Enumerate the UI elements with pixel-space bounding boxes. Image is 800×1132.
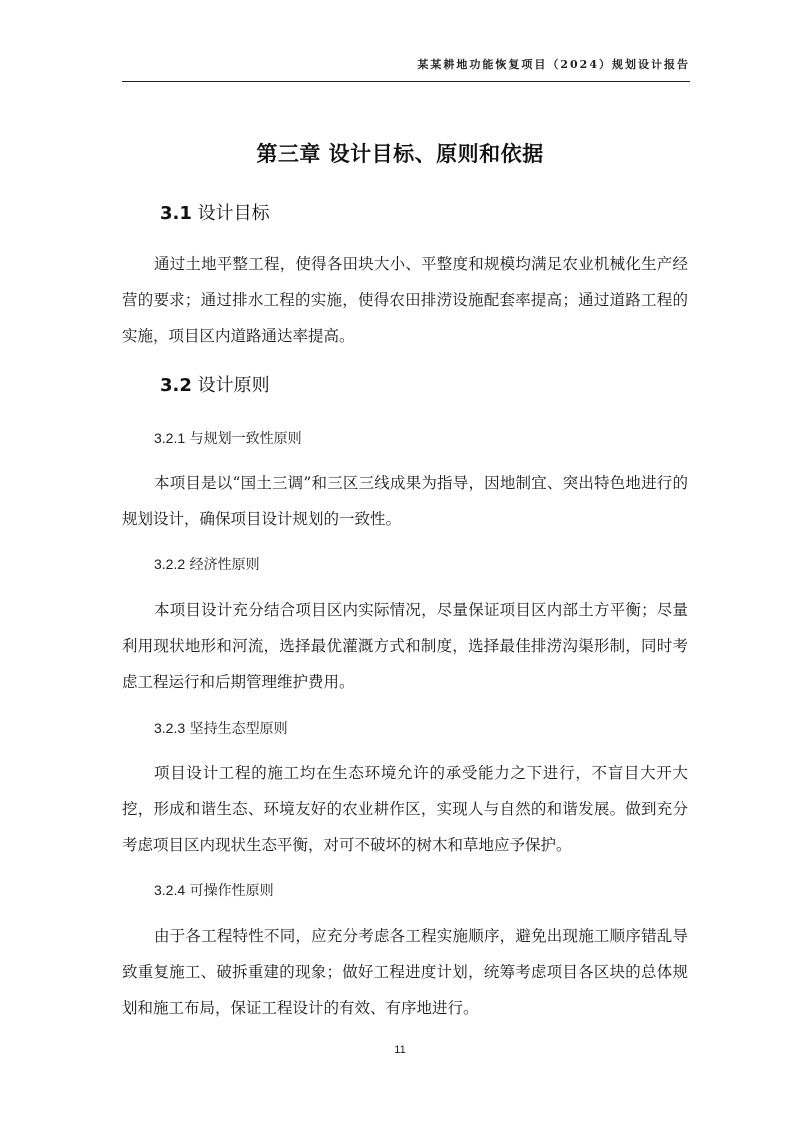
running-header: 某某耕地功能恢复项目（2024）规划设计报告 [417, 58, 690, 71]
paragraph-3-1: 通过土地平整工程，使得各田块大小、平整度和规模均满足农业机械化生产经营的要求；通过排水工程的实施，使得农田排涝设施配套率提高；通过道路工程的实施，项目区内道路通达率提高。 [122, 255, 688, 345]
subsection-heading-3-2-4 [154, 880, 274, 900]
header-divider [122, 81, 690, 82]
subsection-title: 经济性原则 [189, 557, 260, 573]
subsection-heading-3-2-3 [154, 718, 288, 738]
subsection-number: 3.2.1 [154, 430, 186, 446]
section-number: 3.1 [160, 203, 192, 224]
subsection-heading-3-2-1 [154, 428, 302, 448]
section-title: 设计原则 [197, 375, 270, 396]
subsection-title: 坚持生态型原则 [189, 721, 288, 737]
subsection-title: 与规划一致性原则 [189, 431, 302, 447]
subsection-number: 3.2.2 [154, 556, 186, 572]
subsection-number: 3.2.3 [154, 720, 186, 736]
subsection-heading-3-2-2 [154, 554, 260, 574]
section-number: 3.2 [160, 375, 192, 396]
page-number: 11 [394, 1044, 406, 1056]
paragraph-3-2-1: 本项目是以“国土三调”和三区三线成果为指导，因地制宜、突出特色地进行的规划设计，确保项目设计规划的一致性。 [122, 474, 688, 528]
paragraph-3-2-2: 本项目设计充分结合项目区内实际情况，尽量保证项目区内部土方平衡；尽量利用现状地形和河流，选择最优灌溉方式和制度，选择最佳排涝沟渠形制，同时考虑工程运行和后期管理维护费用。 [122, 601, 688, 691]
section-heading-3-1 [160, 199, 270, 225]
subsection-title: 可操作性原则 [189, 883, 274, 899]
section-title: 设计目标 [197, 203, 270, 224]
paragraph-3-2-3: 项目设计工程的施工均在生态环境允许的承受能力之下进行，不盲目大开大挖，形成和谐生态、环境友好的农业耕作区，实现人与自然的和谐发展。做到充分考虑项目区内现状生态平衡，对可不破坏的树木和草地应予保护。 [122, 764, 688, 854]
section-heading-3-2 [160, 371, 270, 397]
subsection-number: 3.2.4 [154, 882, 186, 898]
chapter-title: 第三章 设计目标、原则和依据 [256, 142, 544, 166]
paragraph-3-2-4: 由于各工程特性不同，应充分考虑各工程实施顺序，避免出现施工顺序错乱导致重复施工、破拆重建的现象；做好工程进度计划，统筹考虑项目各区块的总体规划和施工布局，保证工程设计的有效、有序地进行。 [122, 927, 688, 1017]
